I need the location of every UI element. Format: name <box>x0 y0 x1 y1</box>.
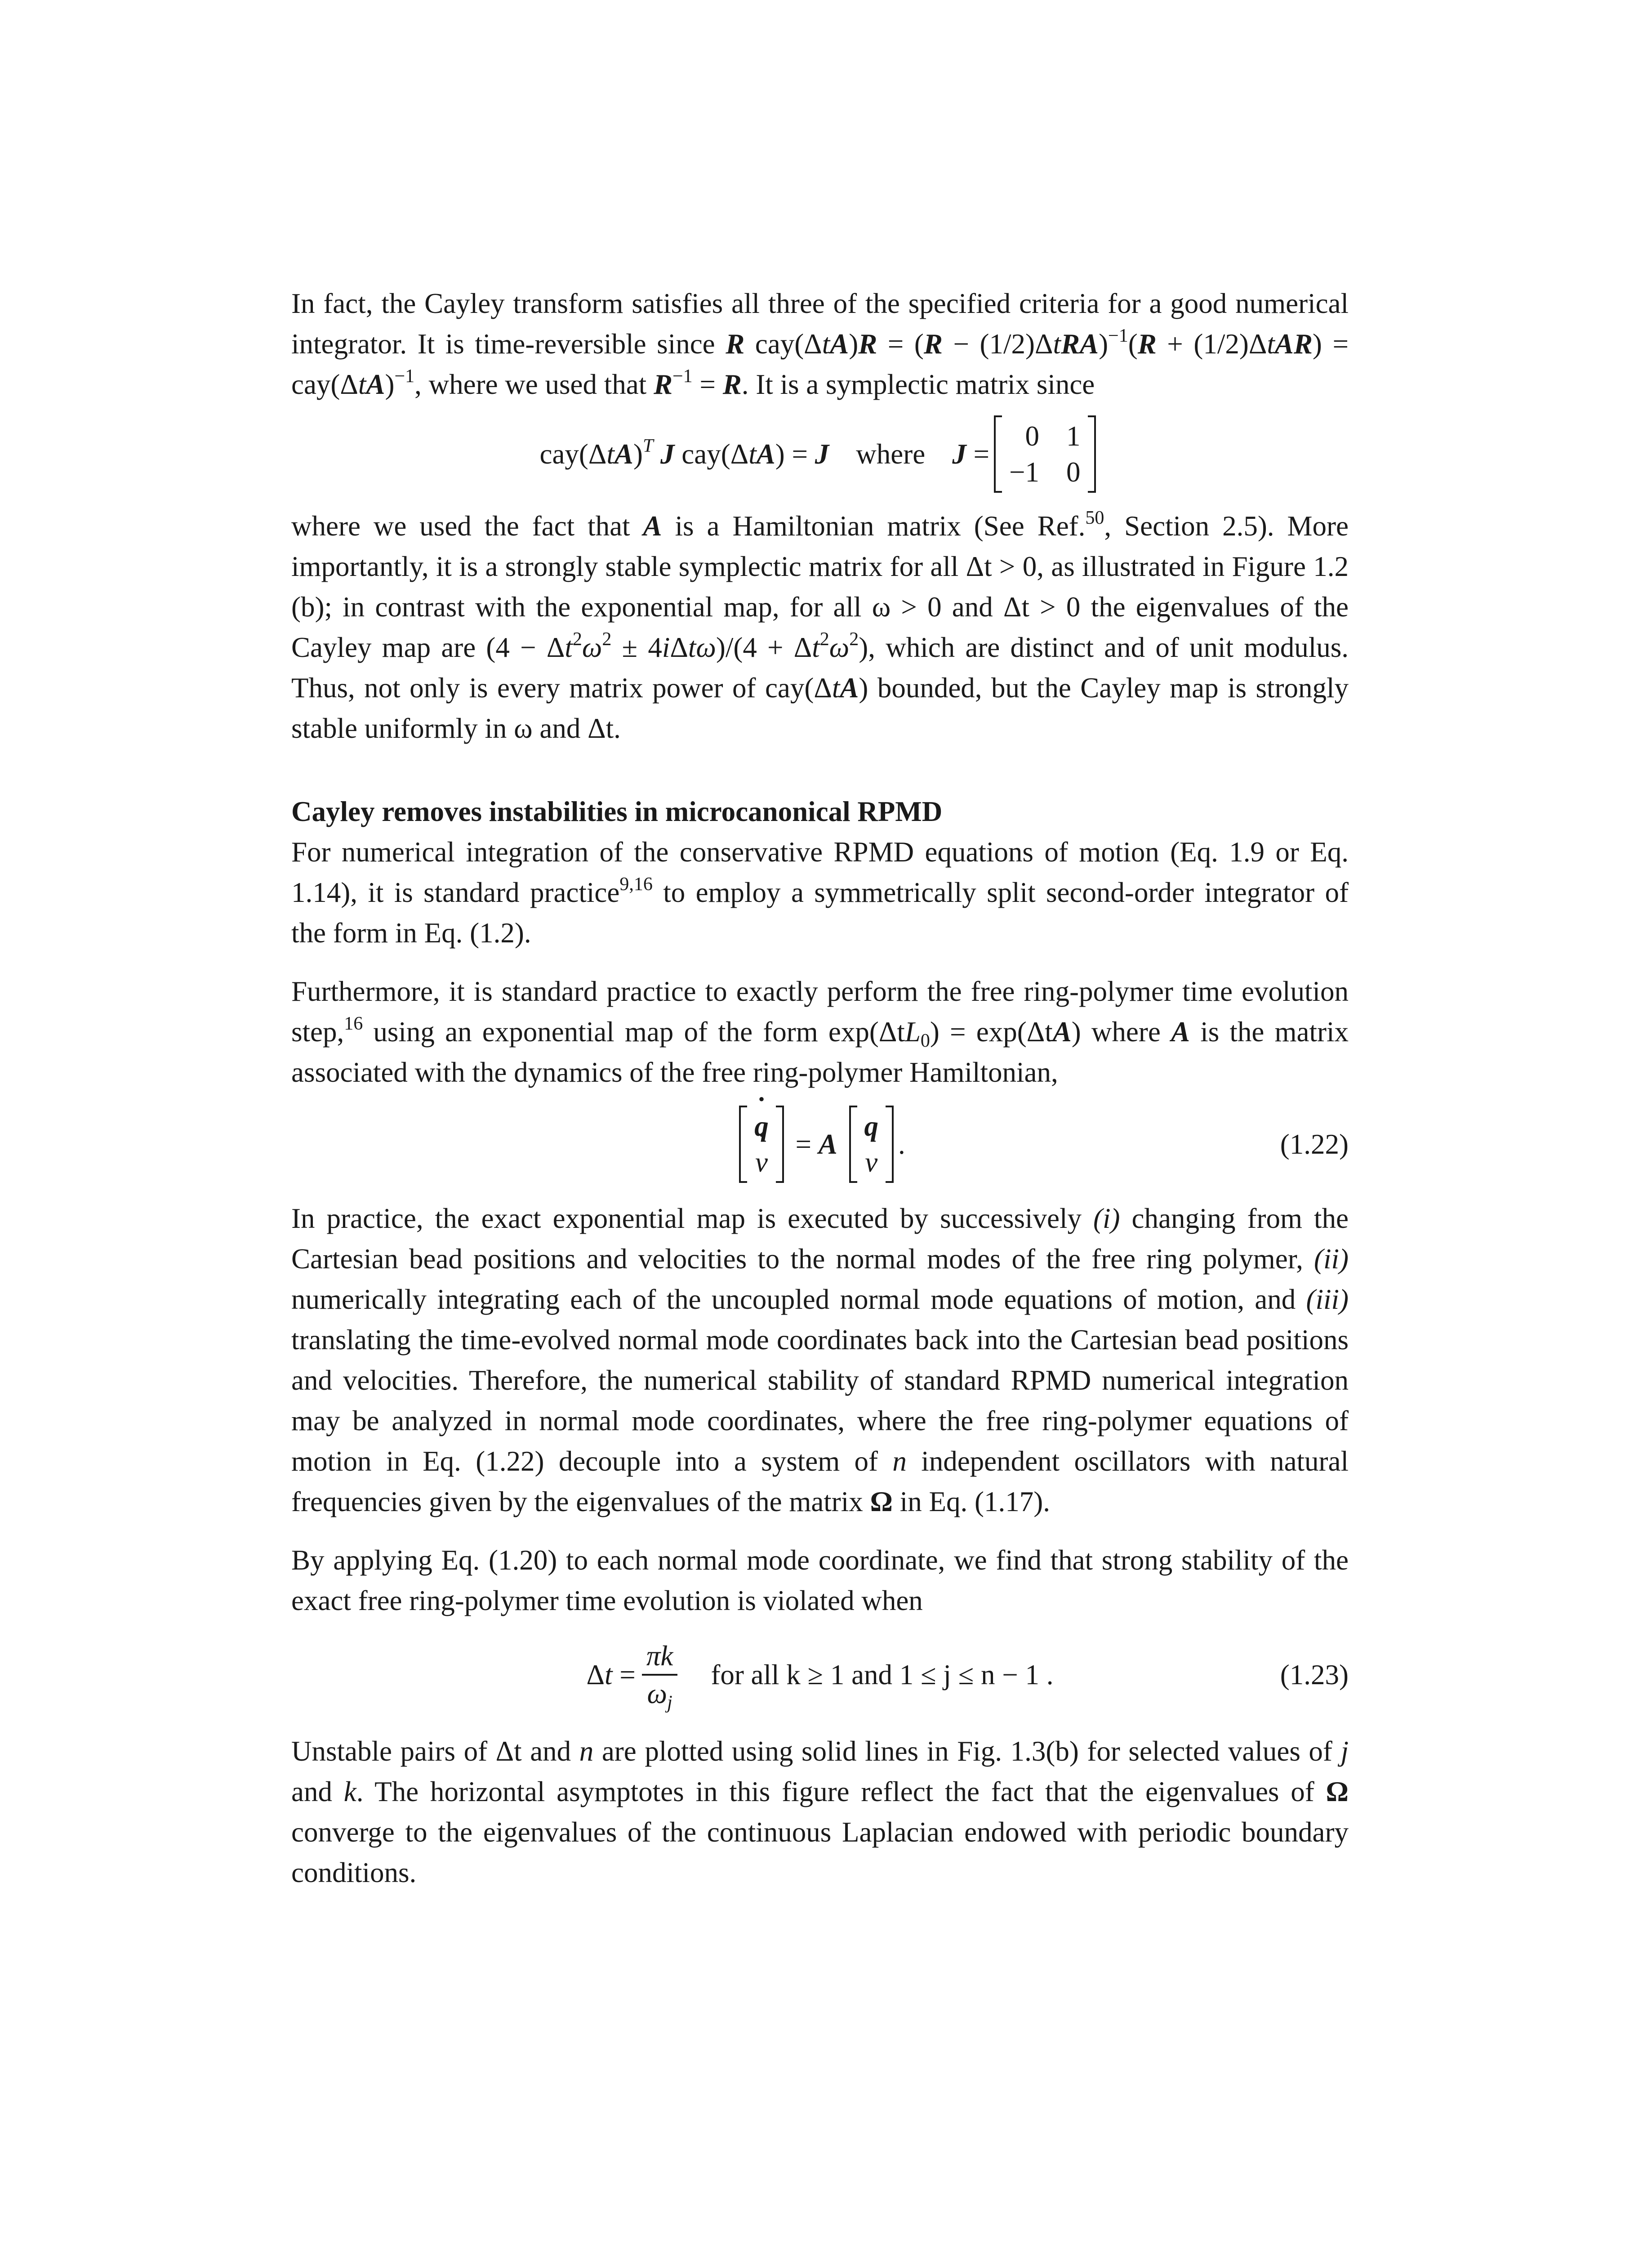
equation-number: (1.23) <box>1280 1659 1349 1690</box>
paragraph-text: It is a symplectic matrix since <box>756 369 1095 400</box>
j-matrix <box>994 415 1096 493</box>
citation: 50 <box>1085 508 1104 528</box>
text-column <box>291 283 1349 1893</box>
matrix-entry: 1 <box>1066 420 1081 452</box>
paragraph-strong-stability: By applying Eq. (1.20) to each normal mode coordinate, we find that strong stability of the exact free ring-polymer time evolution is violated when <box>291 1544 1349 1616</box>
paragraph-rpmd-integration: For numerical integration of the conservative RPMD equations of motion (Eq. 1.9 or Eq. 1.14), it is standard practice$^{9,16}$ to employ a symmetrically split second-order integrator of the form in Eq. (1.2). <box>291 836 1349 949</box>
equation-condition: for all k ≥ 1 and 1 ≤ j ≤ n − 1 . <box>711 1659 1054 1690</box>
paragraph-unstable-pairs: Unstable pairs of Δt and n are plotted using solid lines in Fig. 1.3(b) for selected values of j and k. The horizontal asymptotes in this figure reflect the fact that the eigenvalues of Ω converge to the eigenvalues of the continuous Laplacian endowed with periodic boundary conditions. <box>291 1735 1349 1888</box>
paragraph-free-evolution: Furthermore, it is standard practice to exactly perform the free ring-polymer time evolution step,$^{16}$ using an exponential map of the form exp(ΔtL$_0$) = exp(ΔtA) where A is the matrix associated with the dynamics of the free ring-polymer Hamiltonian, <box>291 976 1349 1088</box>
equation-number: (1.22) <box>1280 1128 1349 1160</box>
paragraph-cayley-criteria: In fact, the Cayley transform satisfies all three of the specified criteria for a good numerical integrator. It is time-reversible since R $cay(\Delta tA)R = (R - (1/2)\Delta tRA)^{-1}(R + (1/2)\Delta tAR) = cay(\Delta tA)^{-1}$, where we used that $R^{-1} = R$. It is a symplectic matrix since <box>291 288 1349 400</box>
citation: 16 <box>344 1013 363 1034</box>
equation-where-label: where <box>856 438 926 470</box>
section-heading: Cayley removes instabilities in microcanonical RPMD <box>291 796 943 827</box>
equation-1-22: q ˙ v ˙ = A q v . (1.22) <box>291 1102 1349 1187</box>
matrix-entry: 0 <box>1066 456 1081 488</box>
paragraph-text: In fact, the Cayley transform satisfies all three of the specified criteria for a good numerical integrator. It is time-reversible since <box>291 288 1349 360</box>
equation-symplectic: $cay(\Delta tA)^T$ J cay(ΔtA) = J where J = 0 1 −1 0 <box>291 414 1349 495</box>
paragraph-hamiltonian: where we used the fact that A is a Hamiltonian matrix (See Ref.$^{50}$, Section 2.5). More importantly, it is a strongly stable symplectic matrix for all Δt > 0, as illustrated in Figure 1.2 (b); in contrast with the exponential map, for all ω > 0 and Δt > 0 the eigenvalues of the Cayley map are $(4 - \Delta t^2\omega^2 \pm 4i\Delta t\omega)/(4 + \Delta t^2\omega^2)$, which are distinct and of unit modulus. Thus, not only is every matrix power of cay(ΔtA) bounded, but the Cayley map is strongly stable uniformly in ω and Δt. <box>291 508 1349 744</box>
citation: 9,16 <box>619 874 653 895</box>
paragraph-normal-modes: In practice, the exact exponential map is executed by successively (i) changing from the Cartesian bead positions and velocities to the normal modes of the free ring polymer, (ii) numerically integrating each of the uncoupled normal mode equations of motion, and (iii) translating the time-evolved normal mode coordinates back into the Cartesian bead positions and velocities. Therefore, the numerical stability of standard RPMD numerical integration may be analyzed in normal mode coordinates, where the free ring-polymer equations of motion in Eq. (1.22) decouple into a system of n independent oscillators with natural frequencies given by the eigenvalues of the matrix Ω in Eq. (1.17). <box>291 1203 1349 1517</box>
equation-1-23: Δt = $\frac{\pi k}{\omega_j}$ for all k ≥ 1 and 1 ≤ j ≤ n − 1 . (1.23) <box>291 1630 1349 1720</box>
matrix-entry: 0 <box>1025 420 1039 452</box>
matrix-entry: −1 <box>1009 456 1039 488</box>
